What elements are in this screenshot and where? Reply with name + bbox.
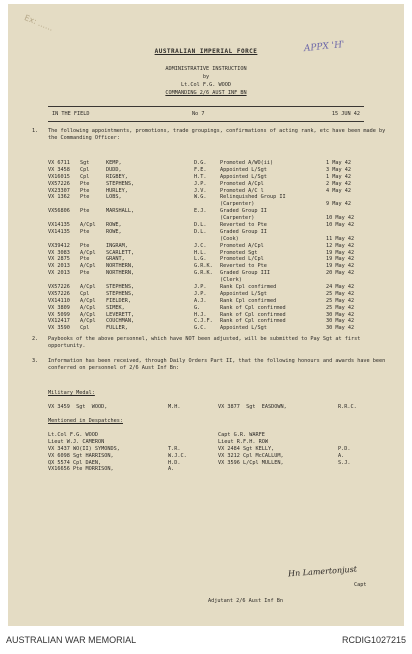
action: Rank of Cpl confirmed <box>220 304 286 311</box>
effective-date: 19 May 42 <box>326 263 355 270</box>
effective-date: 30 May 42 <box>326 311 355 318</box>
service-number: VX14110 <box>48 297 70 304</box>
rank: Pte <box>80 270 90 277</box>
rank: A/Cpl <box>80 284 96 291</box>
document-date: 15 JUN 42 <box>331 111 360 117</box>
service-number: VX16015 <box>48 173 70 180</box>
surname: STEPHENS, <box>106 290 135 297</box>
right-entry: VX 3877 Sgt EASDOWN, <box>218 404 287 410</box>
effective-date: 10 May 42 <box>326 222 355 229</box>
initials: H.L. <box>194 249 207 256</box>
initials: W.G. <box>194 194 207 201</box>
initials: H.J. <box>194 311 207 318</box>
effective-date: 4 May 42 <box>326 187 351 194</box>
initials: J.P. <box>194 180 207 187</box>
service-number: VX 6711 <box>48 160 70 166</box>
document-number: No 7 <box>192 111 205 117</box>
paragraph-2-number: 2. <box>32 336 39 342</box>
document-title: AUSTRALIAN IMPERIAL FORCE <box>154 48 258 55</box>
action: Promoted A/C l <box>220 187 264 194</box>
rank: Pte <box>80 208 90 215</box>
footer-source: AUSTRALIAN WAR MEMORIAL <box>6 635 137 645</box>
action: Rank of Cpl confirmed <box>220 318 286 325</box>
effective-date: 19 May 42 <box>326 256 355 263</box>
surname: LOBS, <box>106 194 122 201</box>
service-number: VX14135 <box>48 228 70 235</box>
corner-note: Ex: ...... <box>23 13 55 33</box>
action: Relinquished Group II <box>220 194 286 201</box>
initials: G.C. <box>194 325 207 332</box>
service-number: VX14135 <box>48 222 70 229</box>
surname: DUDD, <box>106 166 122 173</box>
rank: Pte <box>80 187 90 194</box>
effective-date: 2 May 42 <box>326 180 351 187</box>
initials: L.G. <box>194 256 207 263</box>
service-number: VX 3590 <box>48 325 70 332</box>
initials: G.R.K. <box>194 263 213 270</box>
document-subtitle: ADMINISTRATIVE INSTRUCTION <box>165 66 247 72</box>
signatory-title: Adjutant 2/6 Aust Inf Bn <box>208 598 283 604</box>
rank: Cpl <box>80 166 90 173</box>
service-number: VX56806 <box>48 208 70 215</box>
service-number: VX39412 <box>48 242 70 249</box>
left-entry: VX16656 Pte MORRISON, <box>48 466 114 473</box>
right-initials: R.R.C. <box>338 404 357 410</box>
signature: Hn Lamertonjust <box>287 564 358 579</box>
right-entry: VX 2484 Sgt KELLY, <box>218 445 275 452</box>
surname: ROWE, <box>106 228 122 235</box>
despatches-header: Mentioned in Despatches: <box>48 418 123 424</box>
service-number: VX57226 <box>48 284 70 291</box>
signatory-rank: Capt <box>354 582 367 588</box>
surname: LEVERETT, <box>106 311 135 318</box>
surname: INGRAM, <box>106 242 128 249</box>
rank: Sgt <box>80 160 90 166</box>
service-number: VX23307 <box>48 187 70 194</box>
left-entry: VX 3437 WO(II) SYMONDS, <box>48 445 120 452</box>
document-place: IN THE FIELD <box>52 111 90 117</box>
initials: D.L. <box>194 222 207 229</box>
footer-record-id: RCDIG1027215 <box>341 635 406 645</box>
action: Promoted Sgt <box>220 249 258 256</box>
paragraph-2 <box>32 336 392 350</box>
initials: A.J. <box>194 297 207 304</box>
paragraph-1 <box>32 128 392 142</box>
initials: G.R.K. <box>194 270 213 277</box>
surname: HURLEY, <box>106 187 128 194</box>
left-initials: A. <box>168 466 175 473</box>
service-number: VX 5099 <box>48 311 70 318</box>
effective-date: 30 May 42 <box>326 325 355 332</box>
rank: Pte <box>80 256 90 263</box>
action: Rank of Cpl confirmed <box>220 311 286 318</box>
initials: H.T. <box>194 173 207 180</box>
initials: J.P. <box>194 284 207 291</box>
rank: A/Cpl <box>80 318 96 325</box>
action: Graded Group II <box>220 228 267 235</box>
effective-date: 25 May 42 <box>326 297 355 304</box>
initials: E.J. <box>194 208 207 215</box>
action: (Carpenter) <box>220 215 255 222</box>
surname: NORTHERN, <box>106 263 135 270</box>
action: (Clerk) <box>220 277 242 284</box>
surname: FIELDER, <box>106 297 131 304</box>
action: (Carpenter) <box>220 201 255 208</box>
action: Appointed L/Sgt <box>220 173 267 180</box>
paragraph-1-number: 1. <box>32 128 39 134</box>
action: Graded Group III <box>220 270 270 277</box>
initials: F.E. <box>194 166 207 173</box>
surname: COUCHMAN, <box>106 318 135 325</box>
effective-date: 20 May 42 <box>326 270 355 277</box>
initials: C.J.F. <box>194 318 213 325</box>
initials: D.G. <box>194 160 207 166</box>
left-entry: QX 5574 Cpl DAEN, <box>48 459 102 466</box>
left-initials: H.D. <box>168 459 181 466</box>
service-number: VX57226 <box>48 290 70 297</box>
right-entry: Capt G.R. WARFE <box>218 432 265 438</box>
left-entry: Lt.Col F.G. WOOD <box>48 432 98 438</box>
effective-date: 10 May 42 <box>326 215 355 222</box>
surname: STEPHENS, <box>106 284 135 291</box>
surname: ROWE, <box>106 222 122 229</box>
initials: J.V. <box>194 187 207 194</box>
service-number: VX 3809 <box>48 304 70 311</box>
service-number: VX 2013 <box>48 270 70 277</box>
rank: A/Cpl <box>80 304 96 311</box>
rank: Cpl <box>80 325 90 332</box>
action: (Cook) <box>220 235 239 242</box>
left-initials: M.H. <box>168 404 181 410</box>
surname: GRANT, <box>106 256 125 263</box>
effective-date: 12 May 42 <box>326 242 355 249</box>
surname: KEMP, <box>106 160 122 166</box>
right-initials: A. <box>338 452 345 459</box>
surname: FULLER, <box>106 325 128 332</box>
right-entry: Lieut R.F.H. ROW <box>218 438 268 445</box>
effective-date: 25 May 42 <box>326 304 355 311</box>
paragraph-3-text: Information has been received, through Daily Orders Part II, that the following honours and awards have been conferred on personnel of 2/6 Aust Inf Bn: <box>48 358 386 372</box>
rank: A/Cpl <box>80 311 96 318</box>
paragraph-3 <box>32 358 392 372</box>
action: Promoted L/Cpl <box>220 256 264 263</box>
effective-date: 30 May 42 <box>326 318 355 325</box>
right-entry: VX 3212 Cpl McCALLUM, <box>218 452 284 459</box>
rank: A/Cpl <box>80 249 96 256</box>
effective-date: 3 May 42 <box>326 166 351 173</box>
surname: SCARLETT, <box>106 249 135 256</box>
right-entry: VX 3596 L/Cpl MULLEN, <box>218 459 284 466</box>
right-initials: P.D. <box>338 445 351 452</box>
rank: A/Cpl <box>80 263 96 270</box>
left-entry: VX 6098 Sgt HARRISON, <box>48 452 114 459</box>
rank: Pte <box>80 242 90 249</box>
military-medal-header: Military Medal: <box>48 390 95 396</box>
initials: D.L. <box>194 228 207 235</box>
surname: RIGBEY, <box>106 173 128 180</box>
initials: J.P. <box>194 290 207 297</box>
header-field-row <box>52 111 360 119</box>
service-number: VX 3458 <box>48 166 70 173</box>
action: Promoted A/Cpl <box>220 180 264 187</box>
left-initials: T.R. <box>168 445 181 452</box>
service-number: VX 2875 <box>48 256 70 263</box>
action: Reverted to Pte <box>220 263 267 270</box>
rank: Cpl <box>80 173 90 180</box>
action: Rank Cpl confirmed <box>220 297 277 304</box>
rank: Pte <box>80 194 90 201</box>
service-number: VX 3083 <box>48 249 70 256</box>
rank: Pte <box>80 228 90 235</box>
surname: NORTHERN, <box>106 270 135 277</box>
action: Rank Cpl confirmed <box>220 284 277 291</box>
initials: G. <box>194 304 201 311</box>
footer-bar <box>0 633 412 649</box>
appendix-annotation: APPX 'H' <box>303 39 346 55</box>
effective-date: 24 May 42 <box>326 284 355 291</box>
action: Appointed L/Sgt <box>220 325 267 332</box>
action: Reverted to Pte <box>220 222 267 229</box>
rank: Cpl <box>80 290 90 297</box>
effective-date: 1 May 42 <box>326 160 351 166</box>
document-author-role: COMMANDING 2/6 AUST INF BN <box>165 90 247 96</box>
header-rule-lower <box>48 121 364 122</box>
effective-date: 1 May 42 <box>326 173 351 180</box>
effective-date: 19 May 42 <box>326 249 355 256</box>
action: Promoted A/Cpl <box>220 242 264 249</box>
left-entry: VX 3459 Sgt WOOD, <box>48 404 108 410</box>
surname: MARSHALL, <box>106 208 135 215</box>
action: Graded Group II <box>220 208 267 215</box>
service-number: VX12417 <box>48 318 70 325</box>
document-by: by <box>202 74 210 80</box>
service-number: VX 2013 <box>48 263 70 270</box>
paragraph-1-text: The following appointments, promotions, trade groupings, confirmations of acting rank, etc have been made by the Commanding Officer: <box>48 128 386 142</box>
header-rule <box>48 106 364 107</box>
paragraph-2-text: Paybooks of the above personnel, which have NOT been adjusted, will be submitted to Pay Sgt at first opportunity. <box>48 336 361 350</box>
effective-date: 11 May 42 <box>326 235 355 242</box>
surname: SIMEK, <box>106 304 125 311</box>
action: Appointed L/Sgt <box>220 290 267 297</box>
rank: A/Cpl <box>80 297 96 304</box>
effective-date: 25 May 42 <box>326 290 355 297</box>
service-number: VX57226 <box>48 180 70 187</box>
action: Appointed L/Sgt <box>220 166 267 173</box>
service-number: VX 1362 <box>48 194 70 201</box>
document-author: Lt.Col F.G. WOOD <box>181 82 231 88</box>
rank: A/Cpl <box>80 222 96 229</box>
effective-date: 9 May 42 <box>326 201 351 208</box>
initials: J.C. <box>194 242 207 249</box>
action: Promoted A/WO(ii) <box>220 160 274 166</box>
left-initials: W.J.C. <box>168 452 187 459</box>
left-entry: Lieut W.J. CAMERON <box>48 438 105 445</box>
document-page <box>8 4 404 626</box>
rank: Pte <box>80 180 90 187</box>
right-initials: S.J. <box>338 459 351 466</box>
surname: STEPHENS, <box>106 180 135 187</box>
paragraph-3-number: 3. <box>32 358 39 364</box>
